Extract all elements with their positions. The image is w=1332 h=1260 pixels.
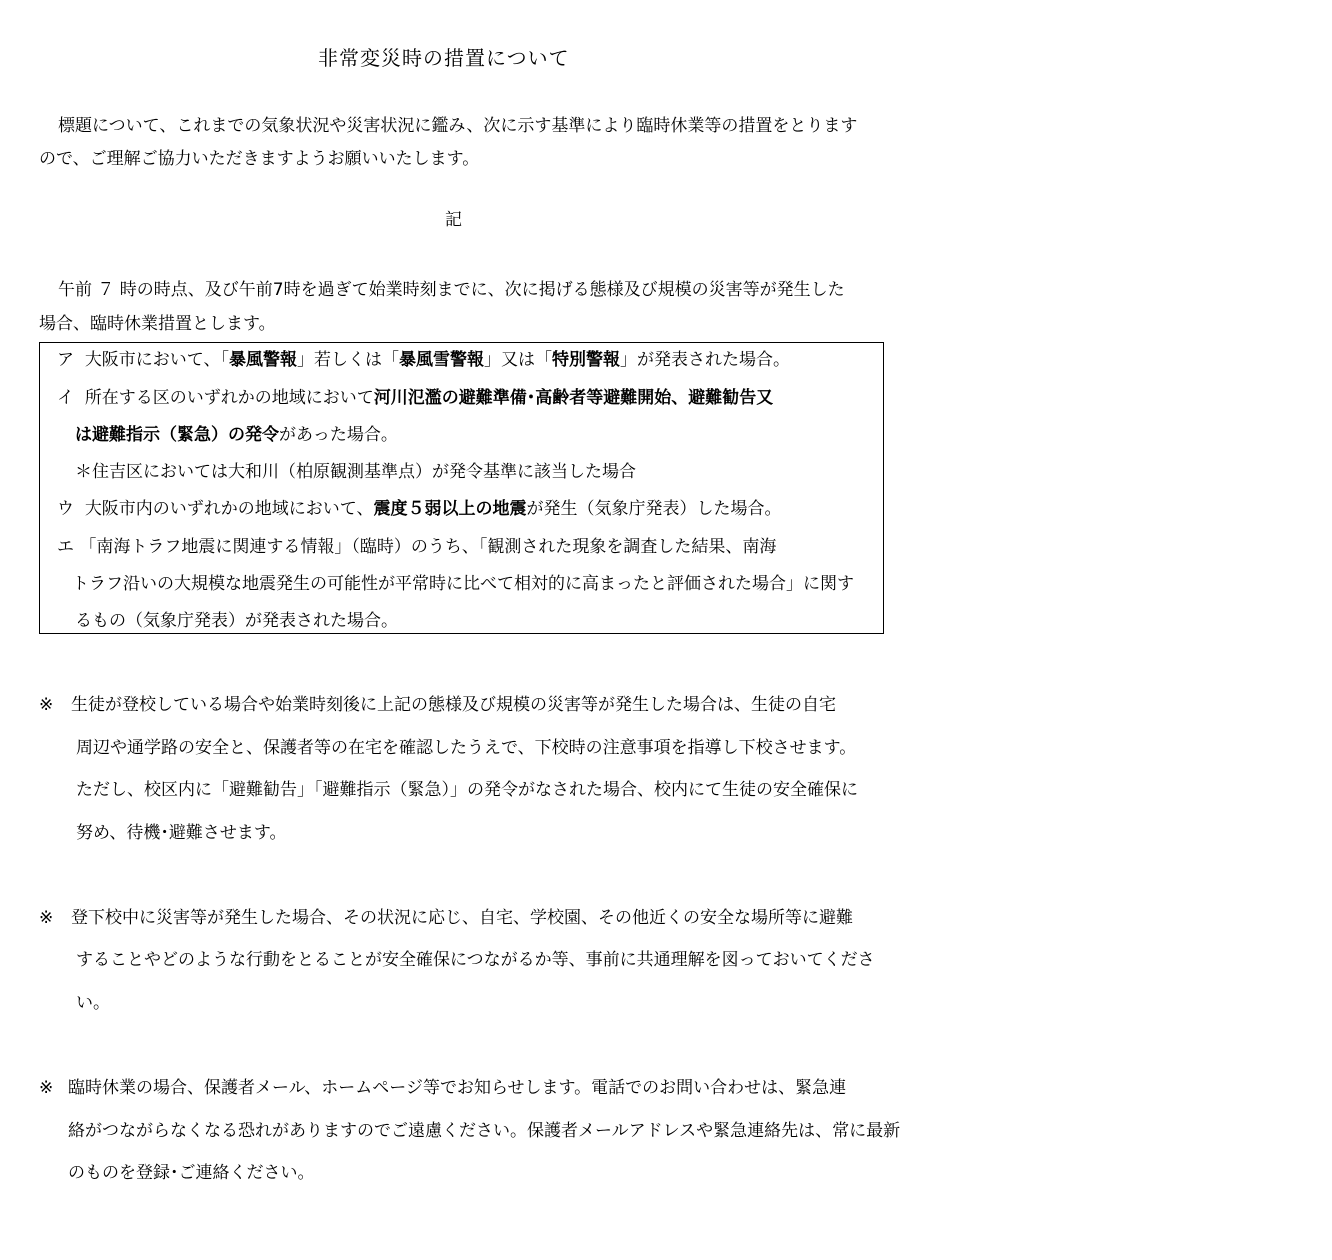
note-3-line-1: 臨時休業の場合、保護者メール、ホームページ等でお知らせします。電話でのお問い合わせは、緊急連 [68, 1078, 847, 1098]
criteria-item-a-text-3: 」又は「 [483, 350, 552, 370]
criteria-item-u-text-2: が発生（気象庁発表）した場合。 [526, 499, 782, 519]
criteria-item-u [57, 498, 781, 520]
criteria-item-i-label: イ [57, 388, 74, 408]
page-title: 非常変災時の措置について [318, 46, 570, 70]
note-2-line-1: 登下校中に災害等が発生した場合、その状況に応じ、自宅、学校園、その他近くの安全な場所等に避難 [71, 908, 853, 928]
condition-line-2: 場合、臨時休業措置とします。 [39, 314, 276, 334]
criteria-item-e-line-3: るもの（気象庁発表）が発表された場合。 [75, 611, 398, 631]
note-3-mark: ※ [39, 1078, 54, 1098]
criteria-item-i-note: ＊住吉区においては大和川（柏原観測基準点）が発令基準に該当した場合 [75, 462, 636, 482]
criteria-item-i-bold-1: 河川氾濫の避難準備･高齢者等避難開始、避難勧告又 [373, 388, 774, 408]
note-2-line-2: することやどのような行動をとることが安全確保につながるか等、事前に共通理解を図っておいてくださ [76, 950, 875, 970]
note-1-line-1: 生徒が登校している場合や始業時刻後に上記の態様及び規模の災害等が発生した場合は、生徒の自宅 [71, 695, 836, 715]
note-1-line-2: 周辺や通学路の安全と、保護者等の在宅を確認したうえで、下校時の注意事項を指導し下校させます。 [76, 738, 857, 758]
criteria-item-e [57, 536, 776, 558]
note-1-line-3: ただし、校区内に「避難勧告」「避難指示（緊急）」の発令がなされた場合、校内にて生徒の安全確保に [76, 780, 858, 800]
criteria-item-i-text-2: があった場合。 [279, 425, 398, 445]
ki-heading: 記 [445, 210, 462, 230]
criteria-item-i-text: 所在する区のいずれかの地域において [84, 388, 374, 408]
note-2-mark: ※ [39, 908, 54, 928]
criteria-item-a-text-2: 」若しくは「 [296, 350, 399, 370]
criteria-item-a-text: 大阪市において、「 [84, 350, 229, 370]
note-2-line-3: い。 [76, 993, 110, 1013]
criteria-item-i [57, 387, 773, 409]
criteria-item-a-bold-3: 特別警報 [551, 350, 620, 370]
note-1-line-4: 努め、待機･避難させます。 [76, 823, 287, 843]
criteria-item-i-bold-2: は避難指示（緊急）の発令 [75, 425, 279, 445]
note-3-line-2: 絡がつながらなくなる恐れがありますのでご遠慮ください。保護者メールアドレスや緊急連絡先は、常に最新 [68, 1121, 901, 1141]
note-1-mark: ※ [39, 695, 54, 715]
criteria-item-a-bold-2: 暴風雪警報 [398, 350, 484, 370]
criteria-item-e-line-2: トラフ沿いの大規模な地震発生の可能性が平常時に比べて相対的に高まったと評価された場合」に関す [72, 574, 854, 594]
criteria-item-e-line-1: 「南海トラフ地震に関連する情報」（臨時）のうち、「観測された現象を調査した結果、南海 [79, 537, 777, 557]
intro-line-1: 標題について、これまでの気象状況や災害状況に鑑み、次に示す基準により臨時休業等の措置をとります [58, 116, 858, 136]
criteria-item-e-label: エ [57, 537, 74, 557]
criteria-item-a-text-4: 」が発表された場合。 [619, 350, 790, 370]
criteria-item-a [57, 349, 790, 371]
criteria-item-u-label: ウ [57, 499, 74, 519]
criteria-item-i-line-2 [75, 424, 398, 446]
intro-line-2: ので、ご理解ご協力いただきますようお願いいたします。 [39, 149, 480, 169]
criteria-item-u-text: 大阪市内のいずれかの地域において、 [84, 499, 374, 519]
condition-line-1: 午前 ７ 時の時点、及び午前7時を過ぎて始業時刻までに、次に掲げる態様及び規模の災害等が発生した [58, 280, 845, 300]
note-3-line-3: のものを登録･ご連絡ください。 [68, 1163, 315, 1183]
criteria-item-u-bold: 震度５弱以上の地震 [373, 499, 527, 519]
criteria-item-a-label: ア [57, 350, 74, 370]
criteria-item-a-bold-1: 暴風警報 [228, 350, 297, 370]
